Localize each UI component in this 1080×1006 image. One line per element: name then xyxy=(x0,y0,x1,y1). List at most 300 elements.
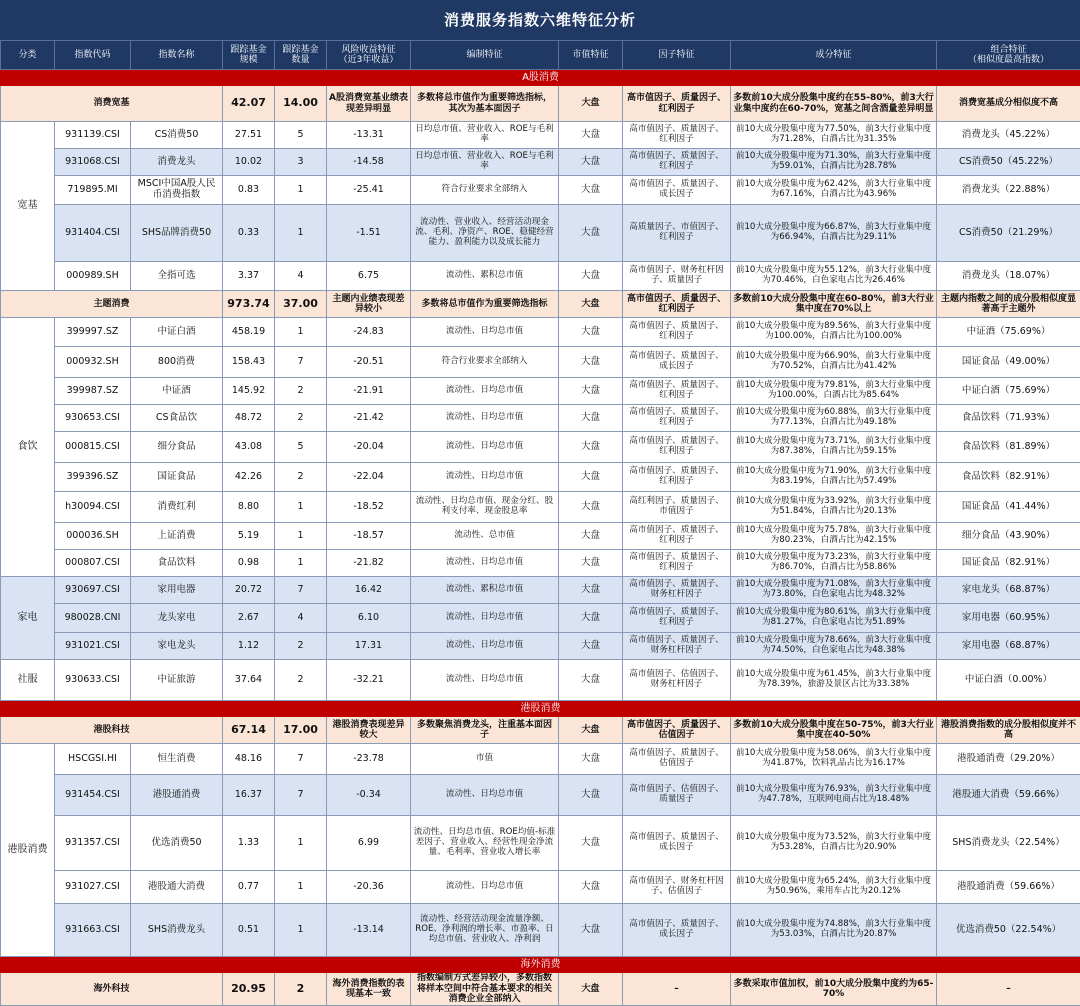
summary-fund-count: 14.00 xyxy=(275,86,327,122)
index-name: 消费龙头 xyxy=(131,149,223,176)
fund-count: 1 xyxy=(275,550,327,577)
summary-portfolio: – xyxy=(937,973,1080,1006)
return-3y: -18.52 xyxy=(327,492,411,523)
cap-feature: 大盘 xyxy=(559,550,623,577)
methodology: 流动性、日均总市值 xyxy=(411,432,559,463)
index-name: 食品饮料 xyxy=(131,550,223,577)
index-code: h30094.CSI xyxy=(55,492,131,523)
page-title: 消费服务指数六维特征分析 xyxy=(0,0,1080,40)
factor-feature: 高市值因子、质量因子、财务杠杆因子 xyxy=(623,577,731,604)
factor-feature: 高市值因子、质量因子、红利因子 xyxy=(623,463,731,492)
summary-factor: – xyxy=(623,973,731,1006)
return-3y: 6.75 xyxy=(327,262,411,291)
fund-size: 0.98 xyxy=(223,550,275,577)
fund-size: 20.72 xyxy=(223,577,275,604)
return-3y: -25.41 xyxy=(327,176,411,205)
column-header: 编制特征 xyxy=(411,41,559,70)
fund-count: 1 xyxy=(275,904,327,957)
index-name: 恒生消费 xyxy=(131,744,223,775)
index-code: HSCGSI.HI xyxy=(55,744,131,775)
return-3y: -13.14 xyxy=(327,904,411,957)
return-3y: -20.04 xyxy=(327,432,411,463)
section-row xyxy=(1,701,1080,717)
summary-row xyxy=(1,291,1080,318)
fund-size: 48.16 xyxy=(223,744,275,775)
fund-size: 37.64 xyxy=(223,660,275,701)
table-row xyxy=(1,176,1080,205)
table-row xyxy=(1,904,1080,957)
summary-category: 港股科技 xyxy=(1,717,223,744)
return-3y: 17.31 xyxy=(327,633,411,660)
similar-index: 国证食品（82.91%） xyxy=(937,550,1080,577)
constituent-feature: 前10大成分股集中度为79.81%，前3大行业集中度为100.00%，白酒占比为85.64% xyxy=(731,378,937,405)
cap-feature: 大盘 xyxy=(559,604,623,633)
fund-count: 5 xyxy=(275,432,327,463)
similar-index: 国证食品（41.44%） xyxy=(937,492,1080,523)
fund-count: 2 xyxy=(275,463,327,492)
fund-size: 42.26 xyxy=(223,463,275,492)
index-name: 家电龙头 xyxy=(131,633,223,660)
similar-index: 家电龙头（68.87%） xyxy=(937,577,1080,604)
methodology: 流动性、日均总市值 xyxy=(411,378,559,405)
fund-count: 7 xyxy=(275,775,327,816)
cap-feature: 大盘 xyxy=(559,492,623,523)
cap-feature: 大盘 xyxy=(559,432,623,463)
fund-count: 3 xyxy=(275,149,327,176)
constituent-feature: 前10大成分股集中度为61.45%，前3大行业集中度为78.39%，旅游及景区占比为33.38% xyxy=(731,660,937,701)
fund-size: 145.92 xyxy=(223,378,275,405)
summary-factor: 高市值因子、质量因子、红利因子 xyxy=(623,86,731,122)
cap-feature: 大盘 xyxy=(559,871,623,904)
table-row xyxy=(1,633,1080,660)
index-name: MSCI中国A股人民币消费指数 xyxy=(131,176,223,205)
index-code: 000932.SH xyxy=(55,347,131,378)
methodology: 流动性、日均总市值 xyxy=(411,405,559,432)
constituent-feature: 前10大成分股集中度为75.78%，前3大行业集中度为80.23%，白酒占比为42.15% xyxy=(731,523,937,550)
category-cell: 宽基 xyxy=(1,122,55,291)
cap-feature: 大盘 xyxy=(559,633,623,660)
similar-index: 消费龙头（18.07%） xyxy=(937,262,1080,291)
fund-count: 4 xyxy=(275,262,327,291)
return-3y: 6.10 xyxy=(327,604,411,633)
fund-size: 0.77 xyxy=(223,871,275,904)
cap-feature: 大盘 xyxy=(559,523,623,550)
summary-risk-return: 港股消费表现差异较大 xyxy=(327,717,411,744)
table-row xyxy=(1,378,1080,405)
constituent-feature: 前10大成分股集中度为77.50%，前3大行业集中度为71.28%，白酒占比为31.35% xyxy=(731,122,937,149)
constituent-feature: 前10大成分股集中度为65.24%，前3大行业集中度为50.96%，乘用车占比为20.12% xyxy=(731,871,937,904)
category-cell: 港股消费 xyxy=(1,744,55,957)
table-row xyxy=(1,492,1080,523)
index-code: 931027.CSI xyxy=(55,871,131,904)
factor-feature: 高市值因子、质量因子、红利因子 xyxy=(623,149,731,176)
summary-fund-count: 2 xyxy=(275,973,327,1006)
factor-feature: 高市值因子、质量因子、成长因子 xyxy=(623,816,731,871)
constituent-feature: 前10大成分股集中度为33.92%，前3大行业集中度为51.84%，白酒占比为20.13% xyxy=(731,492,937,523)
fund-count: 2 xyxy=(275,378,327,405)
column-header: 市值特征 xyxy=(559,41,623,70)
column-header: 跟踪基金 数量 xyxy=(275,41,327,70)
cap-feature: 大盘 xyxy=(559,660,623,701)
feature-table xyxy=(0,40,1080,1006)
index-code: 719895.MI xyxy=(55,176,131,205)
summary-category: 消费宽基 xyxy=(1,86,223,122)
summary-factor: 高市值因子、质量因子、估值因子 xyxy=(623,717,731,744)
methodology: 流动性、经营活动现金流量净额、ROE、净利润的增长率、市盈率、日均总市值、营业收入、净利润 xyxy=(411,904,559,957)
section-row xyxy=(1,70,1080,86)
index-code: 931454.CSI xyxy=(55,775,131,816)
table-row xyxy=(1,577,1080,604)
fund-count: 7 xyxy=(275,744,327,775)
index-name: CS消费50 xyxy=(131,122,223,149)
factor-feature: 高市值因子、财务杠杆因子、估值因子 xyxy=(623,871,731,904)
factor-feature: 高市值因子、质量因子、红利因子 xyxy=(623,523,731,550)
index-code: 980028.CNI xyxy=(55,604,131,633)
fund-count: 2 xyxy=(275,405,327,432)
table-row xyxy=(1,205,1080,262)
return-3y: 6.99 xyxy=(327,816,411,871)
cap-feature: 大盘 xyxy=(559,816,623,871)
factor-feature: 高市值因子、质量因子、红利因子 xyxy=(623,432,731,463)
methodology: 流动性、累积总市值 xyxy=(411,262,559,291)
factor-feature: 高红利因子、质量因子、市值因子 xyxy=(623,492,731,523)
fund-size: 3.37 xyxy=(223,262,275,291)
constituent-feature: 前10大成分股集中度为66.90%，前3大行业集中度为70.52%，白酒占比为41.42% xyxy=(731,347,937,378)
factor-feature: 高市值因子、质量因子、成长因子 xyxy=(623,176,731,205)
category-cell: 社服 xyxy=(1,660,55,701)
constituent-feature: 前10大成分股集中度为62.42%，前3大行业集中度为67.16%，白酒占比为43.96% xyxy=(731,176,937,205)
factor-feature: 高市值因子、质量因子、红利因子 xyxy=(623,318,731,347)
index-name: SHS消费龙头 xyxy=(131,904,223,957)
similar-index: 港股通大消费（59.66%） xyxy=(937,775,1080,816)
cap-feature: 大盘 xyxy=(559,378,623,405)
return-3y: -20.51 xyxy=(327,347,411,378)
summary-constituent: 多数前10大成分股集中度在60-80%，前3大行业集中度在70%以上 xyxy=(731,291,937,318)
index-code: 931357.CSI xyxy=(55,816,131,871)
summary-fund-size: 42.07 xyxy=(223,86,275,122)
column-header: 组合特征 （相似度最高指数） xyxy=(937,41,1080,70)
fund-count: 7 xyxy=(275,577,327,604)
return-3y: -21.91 xyxy=(327,378,411,405)
summary-methodology: 指数编制方式差异较小，多数指数将样本空间中符合基本要求的相关消费企业全部纳入 xyxy=(411,973,559,1006)
summary-constituent: 多数前10大成分股集中度在50-75%，前3大行业集中度在40-50% xyxy=(731,717,937,744)
summary-portfolio: 港股消费指数的成分股相似度并不高 xyxy=(937,717,1080,744)
fund-size: 0.51 xyxy=(223,904,275,957)
section-title: 港股消费 xyxy=(1,701,1080,717)
summary-portfolio: 消费宽基成分相似度不高 xyxy=(937,86,1080,122)
summary-methodology: 多数聚焦消费龙头，注重基本面因子 xyxy=(411,717,559,744)
cap-feature: 大盘 xyxy=(559,149,623,176)
index-code: 399997.SZ xyxy=(55,318,131,347)
index-code: 931021.CSI xyxy=(55,633,131,660)
constituent-feature: 前10大成分股集中度为80.61%，前3大行业集中度为81.27%，白色家电占比为51.89% xyxy=(731,604,937,633)
summary-fund-count: 17.00 xyxy=(275,717,327,744)
index-name: 中证酒 xyxy=(131,378,223,405)
similar-index: 家用电器（60.95%） xyxy=(937,604,1080,633)
return-3y: -20.36 xyxy=(327,871,411,904)
fund-size: 8.80 xyxy=(223,492,275,523)
summary-portfolio: 主题内指数之间的成分股相似度显著高于主题外 xyxy=(937,291,1080,318)
summary-cap: 大盘 xyxy=(559,973,623,1006)
similar-index: 港股通消费（29.20%） xyxy=(937,744,1080,775)
category-cell: 食饮 xyxy=(1,318,55,577)
constituent-feature: 前10大成分股集中度为89.56%，前3大行业集中度为100.00%，白酒占比为100.00% xyxy=(731,318,937,347)
index-name: 细分食品 xyxy=(131,432,223,463)
summary-fund-count: 37.00 xyxy=(275,291,327,318)
constituent-feature: 前10大成分股集中度为74.88%，前3大行业集中度为53.03%，白酒占比为20.87% xyxy=(731,904,937,957)
summary-factor: 高市值因子、质量因子、红利因子 xyxy=(623,291,731,318)
similar-index: CS消费50（45.22%） xyxy=(937,149,1080,176)
summary-cap: 大盘 xyxy=(559,717,623,744)
index-name: 优选消费50 xyxy=(131,816,223,871)
column-header: 分类 xyxy=(1,41,55,70)
summary-category: 海外科技 xyxy=(1,973,223,1006)
similar-index: SHS消费龙头（22.54%） xyxy=(937,816,1080,871)
similar-index: 国证食品（49.00%） xyxy=(937,347,1080,378)
table-row xyxy=(1,405,1080,432)
summary-fund-size: 67.14 xyxy=(223,717,275,744)
fund-count: 2 xyxy=(275,660,327,701)
summary-row xyxy=(1,86,1080,122)
table-header xyxy=(1,41,1080,70)
fund-count: 4 xyxy=(275,604,327,633)
fund-count: 1 xyxy=(275,523,327,550)
methodology: 流动性、日均总市值 xyxy=(411,775,559,816)
table-row xyxy=(1,744,1080,775)
constituent-feature: 前10大成分股集中度为71.90%，前3大行业集中度为83.19%，白酒占比为57.49% xyxy=(731,463,937,492)
return-3y: -13.31 xyxy=(327,122,411,149)
cap-feature: 大盘 xyxy=(559,347,623,378)
constituent-feature: 前10大成分股集中度为66.87%，前3大行业集中度为66.94%，白酒占比为29.11% xyxy=(731,205,937,262)
fund-size: 1.12 xyxy=(223,633,275,660)
fund-size: 2.67 xyxy=(223,604,275,633)
similar-index: 消费龙头（45.22%） xyxy=(937,122,1080,149)
similar-index: 中证酒（75.69%） xyxy=(937,318,1080,347)
index-code: 000815.CSI xyxy=(55,432,131,463)
fund-count: 5 xyxy=(275,122,327,149)
factor-feature: 高市值因子、质量因子、红利因子 xyxy=(623,550,731,577)
summary-cap: 大盘 xyxy=(559,86,623,122)
constituent-feature: 前10大成分股集中度为78.66%，前3大行业集中度为74.50%，白色家电占比为48.38% xyxy=(731,633,937,660)
similar-index: 消费龙头（22.88%） xyxy=(937,176,1080,205)
index-name: 消费红利 xyxy=(131,492,223,523)
table-row xyxy=(1,122,1080,149)
summary-methodology: 多数将总市值作为重要筛选指标，其次为基本面因子 xyxy=(411,86,559,122)
cap-feature: 大盘 xyxy=(559,775,623,816)
methodology: 流动性、日均总市值 xyxy=(411,463,559,492)
return-3y: -24.83 xyxy=(327,318,411,347)
table-row xyxy=(1,347,1080,378)
cap-feature: 大盘 xyxy=(559,463,623,492)
factor-feature: 高市值因子、质量因子、红利因子 xyxy=(623,378,731,405)
fund-count: 1 xyxy=(275,205,327,262)
methodology: 流动性、日均总市值、现金分红、股利支付率、现金股息率 xyxy=(411,492,559,523)
summary-risk-return: 海外消费指数的表现基本一致 xyxy=(327,973,411,1006)
summary-cap: 大盘 xyxy=(559,291,623,318)
section-title: A股消费 xyxy=(1,70,1080,86)
index-code: 930633.CSI xyxy=(55,660,131,701)
cap-feature: 大盘 xyxy=(559,904,623,957)
index-code: 931139.CSI xyxy=(55,122,131,149)
methodology: 符合行业要求全部纳入 xyxy=(411,176,559,205)
fund-count: 1 xyxy=(275,492,327,523)
cap-feature: 大盘 xyxy=(559,262,623,291)
factor-feature: 高市值因子、质量因子、财务杠杆因子 xyxy=(623,633,731,660)
methodology: 流动性、日均总市值、ROE均值-标准差因子、营业收入、经营性现金净流量、毛利率、营业收入增长率 xyxy=(411,816,559,871)
index-name: 中证白酒 xyxy=(131,318,223,347)
index-name: 中证旅游 xyxy=(131,660,223,701)
column-header: 跟踪基金 规模 xyxy=(223,41,275,70)
table-row xyxy=(1,318,1080,347)
index-name: SHS品牌消费50 xyxy=(131,205,223,262)
return-3y: -18.57 xyxy=(327,523,411,550)
fund-count: 1 xyxy=(275,318,327,347)
fund-size: 458.19 xyxy=(223,318,275,347)
index-name: 全指可选 xyxy=(131,262,223,291)
return-3y: -21.42 xyxy=(327,405,411,432)
summary-methodology: 多数将总市值作为重要筛选指标 xyxy=(411,291,559,318)
similar-index: 港股通消费（59.66%） xyxy=(937,871,1080,904)
methodology: 市值 xyxy=(411,744,559,775)
similar-index: 细分食品（43.90%） xyxy=(937,523,1080,550)
table-row xyxy=(1,432,1080,463)
methodology: 流动性、累积总市值 xyxy=(411,577,559,604)
index-name: CS食品饮 xyxy=(131,405,223,432)
column-header: 指数名称 xyxy=(131,41,223,70)
table-row xyxy=(1,775,1080,816)
similar-index: CS消费50（21.29%） xyxy=(937,205,1080,262)
fund-size: 1.33 xyxy=(223,816,275,871)
table-row xyxy=(1,604,1080,633)
fund-count: 1 xyxy=(275,871,327,904)
factor-feature: 高市值因子、估值因子、质量因子 xyxy=(623,775,731,816)
methodology: 流动性、日均总市值 xyxy=(411,604,559,633)
cap-feature: 大盘 xyxy=(559,577,623,604)
fund-count: 2 xyxy=(275,633,327,660)
fund-size: 0.83 xyxy=(223,176,275,205)
index-code: 000807.CSI xyxy=(55,550,131,577)
return-3y: -21.82 xyxy=(327,550,411,577)
factor-feature: 高质量因子、市值因子、红利因子 xyxy=(623,205,731,262)
return-3y: 16.42 xyxy=(327,577,411,604)
fund-size: 43.08 xyxy=(223,432,275,463)
factor-feature: 高市值因子、质量因子、成长因子 xyxy=(623,347,731,378)
methodology: 日均总市值、营业收入、ROE与毛利率 xyxy=(411,122,559,149)
index-name: 港股通消费 xyxy=(131,775,223,816)
return-3y: -1.51 xyxy=(327,205,411,262)
index-name: 家用电器 xyxy=(131,577,223,604)
fund-size: 48.72 xyxy=(223,405,275,432)
table-row xyxy=(1,523,1080,550)
summary-constituent: 多数前10大成分股集中度约在55-80%，前3大行业集中度约在60-70%，宽基之间含酒量差异明显 xyxy=(731,86,937,122)
return-3y: -14.58 xyxy=(327,149,411,176)
table-row xyxy=(1,463,1080,492)
methodology: 流动性、日均总市值 xyxy=(411,660,559,701)
index-code: 931663.CSI xyxy=(55,904,131,957)
summary-row xyxy=(1,973,1080,1006)
index-name: 800消费 xyxy=(131,347,223,378)
section-row xyxy=(1,957,1080,973)
column-header: 指数代码 xyxy=(55,41,131,70)
column-header: 因子特征 xyxy=(623,41,731,70)
constituent-feature: 前10大成分股集中度为55.12%，前3大行业集中度为70.46%，白色家电占比为26.46% xyxy=(731,262,937,291)
fund-size: 0.33 xyxy=(223,205,275,262)
methodology: 流动性、总市值 xyxy=(411,523,559,550)
fund-size: 158.43 xyxy=(223,347,275,378)
fund-count: 1 xyxy=(275,176,327,205)
return-3y: -23.78 xyxy=(327,744,411,775)
factor-feature: 高市值因子、质量因子、成长因子 xyxy=(623,904,731,957)
return-3y: -0.34 xyxy=(327,775,411,816)
methodology: 流动性、日均总市值 xyxy=(411,550,559,577)
table-row xyxy=(1,660,1080,701)
table-row xyxy=(1,816,1080,871)
summary-fund-size: 973.74 xyxy=(223,291,275,318)
index-code: 930697.CSI xyxy=(55,577,131,604)
column-header: 成分特征 xyxy=(731,41,937,70)
summary-category: 主题消费 xyxy=(1,291,223,318)
index-name: 上证消费 xyxy=(131,523,223,550)
constituent-feature: 前10大成分股集中度为60.88%，前3大行业集中度为77.13%，白酒占比为49.18% xyxy=(731,405,937,432)
similar-index: 食品饮料（71.93%） xyxy=(937,405,1080,432)
index-code: 399396.SZ xyxy=(55,463,131,492)
index-code: 930653.CSI xyxy=(55,405,131,432)
summary-risk-return: A股消费宽基业绩表现差异明显 xyxy=(327,86,411,122)
factor-feature: 高市值因子、估值因子、财务杠杆因子 xyxy=(623,660,731,701)
column-header: 风险收益特征 （近3年收益） xyxy=(327,41,411,70)
index-code: 000036.SH xyxy=(55,523,131,550)
similar-index: 食品饮料（81.89%） xyxy=(937,432,1080,463)
table-row xyxy=(1,262,1080,291)
methodology: 日均总市值、营业收入、ROE与毛利率 xyxy=(411,149,559,176)
return-3y: -32.21 xyxy=(327,660,411,701)
index-name: 龙头家电 xyxy=(131,604,223,633)
index-name: 港股通大消费 xyxy=(131,871,223,904)
constituent-feature: 前10大成分股集中度为73.52%，前3大行业集中度为53.28%，白酒占比为20.90% xyxy=(731,816,937,871)
constituent-feature: 前10大成分股集中度为71.08%，前3大行业集中度为73.80%，白色家电占比为48.32% xyxy=(731,577,937,604)
index-code: 931404.CSI xyxy=(55,205,131,262)
summary-fund-size: 20.95 xyxy=(223,973,275,1006)
index-code: 000989.SH xyxy=(55,262,131,291)
cap-feature: 大盘 xyxy=(559,122,623,149)
cap-feature: 大盘 xyxy=(559,744,623,775)
methodology: 流动性、日均总市值 xyxy=(411,871,559,904)
similar-index: 中证白酒（0.00%） xyxy=(937,660,1080,701)
constituent-feature: 前10大成分股集中度为73.23%，前3大行业集中度为86.70%，白酒占比为58.86% xyxy=(731,550,937,577)
methodology: 流动性、营业收入、经营活动现金流、毛利、净资产、ROE、稳健经营能力、盈利能力以及成长能力 xyxy=(411,205,559,262)
constituent-feature: 前10大成分股集中度为76.93%，前3大行业集中度为47.78%，互联网电商占比为18.48% xyxy=(731,775,937,816)
index-code: 399987.SZ xyxy=(55,378,131,405)
methodology: 流动性、日均总市值 xyxy=(411,318,559,347)
table-row xyxy=(1,550,1080,577)
fund-count: 1 xyxy=(275,816,327,871)
fund-size: 16.37 xyxy=(223,775,275,816)
similar-index: 优选消费50（22.54%） xyxy=(937,904,1080,957)
cap-feature: 大盘 xyxy=(559,318,623,347)
index-code: 931068.CSI xyxy=(55,149,131,176)
similar-index: 中证白酒（75.69%） xyxy=(937,378,1080,405)
summary-risk-return: 主题内业绩表现差异较小 xyxy=(327,291,411,318)
factor-feature: 高市值因子、质量因子、红利因子 xyxy=(623,122,731,149)
section-title: 海外消费 xyxy=(1,957,1080,973)
similar-index: 食品饮料（82.91%） xyxy=(937,463,1080,492)
fund-size: 5.19 xyxy=(223,523,275,550)
constituent-feature: 前10大成分股集中度为58.06%，前3大行业集中度为41.87%，饮料乳品占比为16.17% xyxy=(731,744,937,775)
summary-constituent: 多数采取市值加权，前10大成分股集中度约为65-70% xyxy=(731,973,937,1006)
constituent-feature: 前10大成分股集中度为73.71%，前3大行业集中度为87.38%，白酒占比为59.15% xyxy=(731,432,937,463)
factor-feature: 高市值因子、财务杠杆因子、质量因子 xyxy=(623,262,731,291)
cap-feature: 大盘 xyxy=(559,176,623,205)
